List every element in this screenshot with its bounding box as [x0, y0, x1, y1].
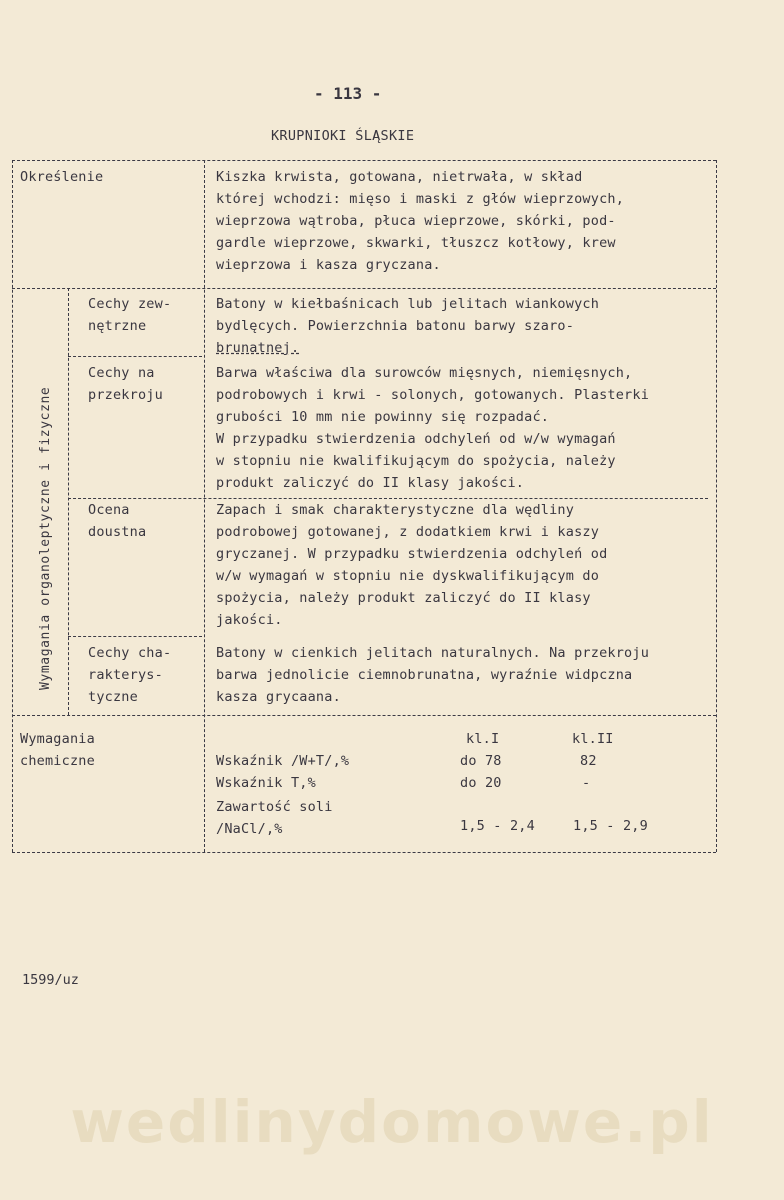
label-line: chemiczne	[20, 753, 95, 769]
chem-param-kl1: do 20	[460, 775, 502, 791]
characteristic-features-label	[88, 642, 171, 708]
chem-param-kl1: do 78	[460, 753, 502, 769]
definition-line: Kiszka krwista, gotowana, nietrwała, w skład	[216, 169, 583, 185]
chem-param-kl2: 82	[580, 753, 597, 769]
oral-assessment-label	[88, 499, 146, 543]
oral-assessment-text	[216, 499, 607, 631]
document-title: KRUPNIOKI ŚLĄSKIE	[271, 128, 415, 144]
text-line: Barwa właściwa dla surowców mięsnych, niemięsnych,	[216, 365, 633, 381]
text-line: Batony w cienkich jelitach naturalnych. Na przekroju	[216, 645, 650, 661]
definition-line: gardle wieprzowe, skwarki, tłuszcz kotłowy, krew	[216, 235, 616, 251]
text-line: jakości.	[216, 612, 283, 628]
chem-param-kl2: -	[582, 775, 591, 791]
cross-section-text	[216, 362, 649, 494]
text-line: podrobowych i krwi - solonych, gotowanych. Plasterki	[216, 387, 650, 403]
label-line: rakterys-	[88, 667, 163, 683]
label-line: Cechy cha-	[88, 645, 172, 661]
page-number: - 113 -	[314, 84, 382, 103]
label-line: tyczne	[88, 689, 138, 705]
external-features-text	[216, 293, 599, 359]
label-line: Wymagania	[20, 731, 95, 747]
text-line: Batony w kiełbaśnicach lub jelitach wiankowych	[216, 296, 600, 312]
chem-param-name	[216, 796, 333, 840]
chem-param-kl2: 1,5 - 2,9	[573, 818, 648, 834]
external-features-label	[88, 293, 171, 337]
definition-text	[216, 166, 624, 276]
class2-header: kl.II	[572, 731, 614, 747]
text-line: grubości 10 mm nie powinny się rozpadać.	[216, 409, 550, 425]
definition-line: wieprzowa wątroba, płuca wieprzowe, skórki, pod-	[216, 213, 616, 229]
document-code: 1599/uz	[22, 972, 79, 988]
chem-param-name: Wskaźnik /W+T/,%	[216, 753, 350, 769]
definition-line: wieprzowa i kasza gryczana.	[216, 257, 441, 273]
chemical-label	[20, 728, 95, 772]
text-line: spożycia, należy produkt zaliczyć do II klasy	[216, 590, 591, 606]
text-line: gryczanej. W przypadku stwierdzenia odchyleń od	[216, 546, 608, 562]
class1-header: kl.I	[466, 731, 500, 747]
characteristic-features-text	[216, 642, 649, 708]
label-line: Cechy zew-	[88, 296, 172, 312]
text-line: w/w wymagań w stopniu nie dyskwalifikującym do	[216, 568, 600, 584]
label-line: Zawartość soli	[216, 799, 333, 815]
text-line: podrobowej gotowanej, z dodatkiem krwi i kaszy	[216, 524, 600, 540]
label-line: przekroju	[88, 387, 163, 403]
label-line: doustna	[88, 524, 147, 540]
definition-label: Określenie	[20, 169, 104, 185]
organoleptic-group-label: Wymagania organoleptyczne i fizyczne	[38, 386, 53, 690]
text-line: w stopniu nie kwalifikującym do spożycia, należy	[216, 453, 616, 469]
label-line: nętrzne	[88, 318, 147, 334]
watermark: wedlinydomowe.pl	[70, 1088, 714, 1156]
text-line: produkt zaliczyć do II klasy jakości.	[216, 475, 525, 491]
chem-param-kl1: 1,5 - 2,4	[460, 818, 535, 834]
definition-line: której wchodzi: mięso i maski z głów wieprzowych,	[216, 191, 625, 207]
text-line: W przypadku stwierdzenia odchyleń od w/w wymagań	[216, 431, 616, 447]
text-line: brunatnej.	[216, 340, 300, 356]
text-line: barwa jednolicie ciemnobrunatna, wyraźnie widpczna	[216, 667, 633, 683]
chem-param-name: Wskaźnik T,%	[216, 775, 316, 791]
text-line: Zapach i smak charakterystyczne dla wędliny	[216, 502, 575, 518]
cross-section-label	[88, 362, 163, 406]
label-line: Cechy na	[88, 365, 155, 381]
label-line: Ocena	[88, 502, 130, 518]
text-line: bydlęcych. Powierzchnia batonu barwy szaro-	[216, 318, 575, 334]
label-line: /NaCl/,%	[216, 821, 283, 837]
text-line: kasza grycaana.	[216, 689, 341, 705]
